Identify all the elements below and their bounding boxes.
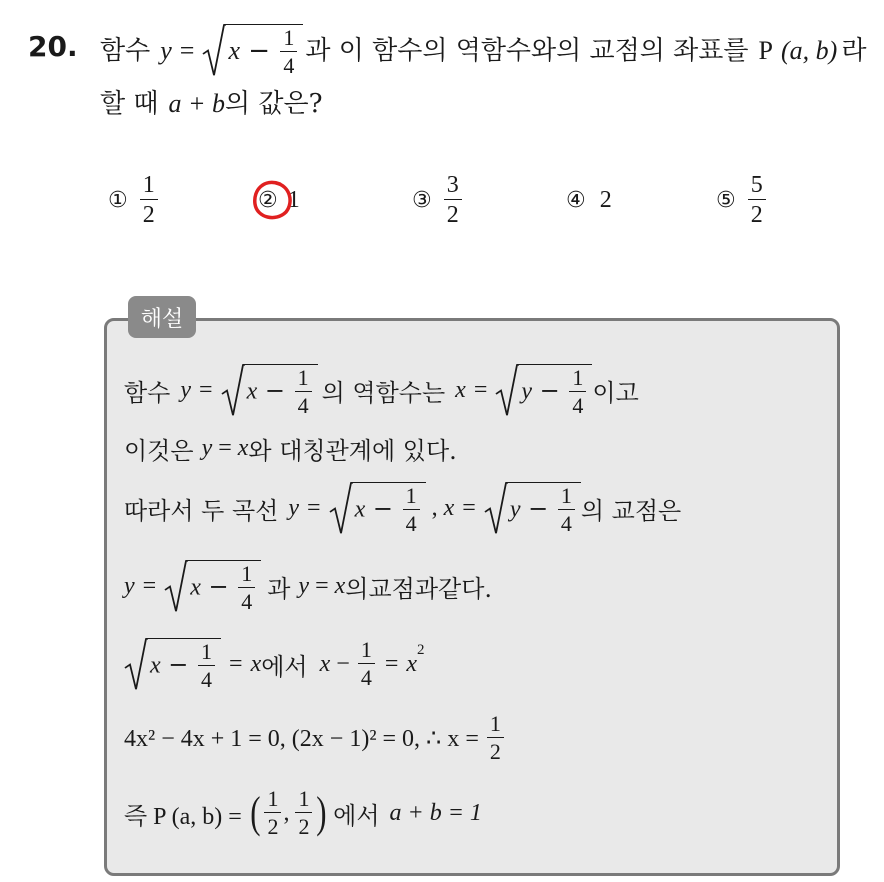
choice-mark: ① — [108, 187, 128, 213]
question-text: 과 이 함수의 역함수와의 교점의 좌표를 — [305, 35, 749, 66]
choice-4[interactable] — [566, 170, 612, 230]
sqrt-expression: x − $\frac{1}{4}$ — [164, 560, 261, 613]
solution-text: 의 역함수는 — [321, 378, 446, 407]
math-eq: = — [179, 35, 195, 65]
solution-line-3: 따라서 두 곡선 y = x − $\frac{1}{4}$ , x = y − $\frac{1}{4}$ 의 교점은 — [124, 482, 682, 536]
choice-value: 2 — [599, 186, 612, 213]
solution-tag: 해설 — [128, 296, 196, 338]
choice-mark: ⑤ — [716, 187, 736, 213]
solution-text: 에서 — [333, 801, 380, 830]
question-text: 라 — [841, 35, 867, 66]
solution-line-5: x − $\frac{1}{4}$ = x 에서 x − $\frac{1}{4}$ = x $^2$ — [124, 632, 425, 696]
solution-text: 의교점과같다. — [345, 574, 493, 603]
solution-math: 즉 P (a, b) = — [124, 803, 242, 830]
solution-line-6: 4x² − 4x + 1 = 0, (2x − 1)² = 0, ∴ x = $\frac{1}{2}$ — [124, 706, 506, 770]
sqrt-expression: y − $\frac{1}{4}$ — [495, 364, 592, 417]
choice-1[interactable] — [108, 170, 160, 230]
question-number: 20. — [28, 30, 78, 63]
choice-mark: ④ — [566, 187, 586, 213]
solution-text: 따라서 두 곡선 — [124, 496, 279, 525]
math-y: y — [160, 35, 172, 65]
question-text: 할 때 — [100, 89, 159, 119]
solution-math: 4x² − 4x + 1 = 0, (2x − 1)² = 0, ∴ x = — [124, 725, 479, 752]
question-line-1 — [100, 24, 866, 77]
solution-text: 과 — [267, 574, 291, 603]
choice-3[interactable] — [412, 170, 464, 230]
sqrt-expression: x − $\frac{1}{4}$ — [329, 482, 426, 535]
choice-mark: ③ — [412, 187, 432, 213]
choice-2[interactable] — [258, 170, 300, 230]
choice-fraction: $\frac{5}{2}$ — [748, 173, 766, 227]
point-label: P — [758, 35, 773, 65]
choice-5[interactable] — [716, 170, 768, 230]
solution-text: 이고 — [592, 378, 639, 407]
solution-text: 에서 — [261, 652, 308, 681]
sum-expression: a + b — [168, 89, 226, 118]
sqrt-expression: x − $\frac{1}{4}$ — [202, 24, 303, 77]
sqrt-expression: y − $\frac{1}{4}$ — [484, 482, 581, 535]
choice-value: 1 — [287, 186, 300, 213]
question-text: 함수 — [100, 35, 151, 66]
point-coords: (a, b) — [780, 35, 838, 65]
choice-fraction: $\frac{1}{2}$ — [140, 173, 158, 227]
solution-text: 함수 — [124, 378, 171, 407]
sqrt-expression: x − $\frac{1}{4}$ — [124, 638, 221, 691]
question-text: 의 값은? — [225, 89, 323, 119]
solution-line-4: y = x − $\frac{1}{4}$ 과 y = x 의교점과같다. — [124, 560, 493, 614]
solution-text: 와 대칭관계에 있다. — [248, 436, 457, 465]
solution-math: a + b = 1 — [389, 799, 482, 826]
solution-text: 이것은 — [124, 436, 194, 465]
choice-mark: ② — [258, 188, 278, 213]
selection-circle-icon — [250, 178, 294, 224]
choice-fraction: $\frac{3}{2}$ — [444, 173, 462, 227]
solution-line-7: 즉 P (a, b) = ( $\frac{1}{2}$ , $\frac{1}{2}$ ) 에서 a + b = 1 — [124, 786, 482, 839]
question-line-2 — [100, 84, 323, 124]
solution-text: 의 교점은 — [580, 496, 682, 525]
solution-line-2: 이것은 y = x 와 대칭관계에 있다. — [124, 428, 457, 468]
sqrt-expression: x − $\frac{1}{4}$ — [221, 364, 318, 417]
solution-line-1: 함수 y = x − $\frac{1}{4}$ 의 역함수는 x = y − $\frac{1}{4}$ 이고 — [124, 364, 639, 418]
